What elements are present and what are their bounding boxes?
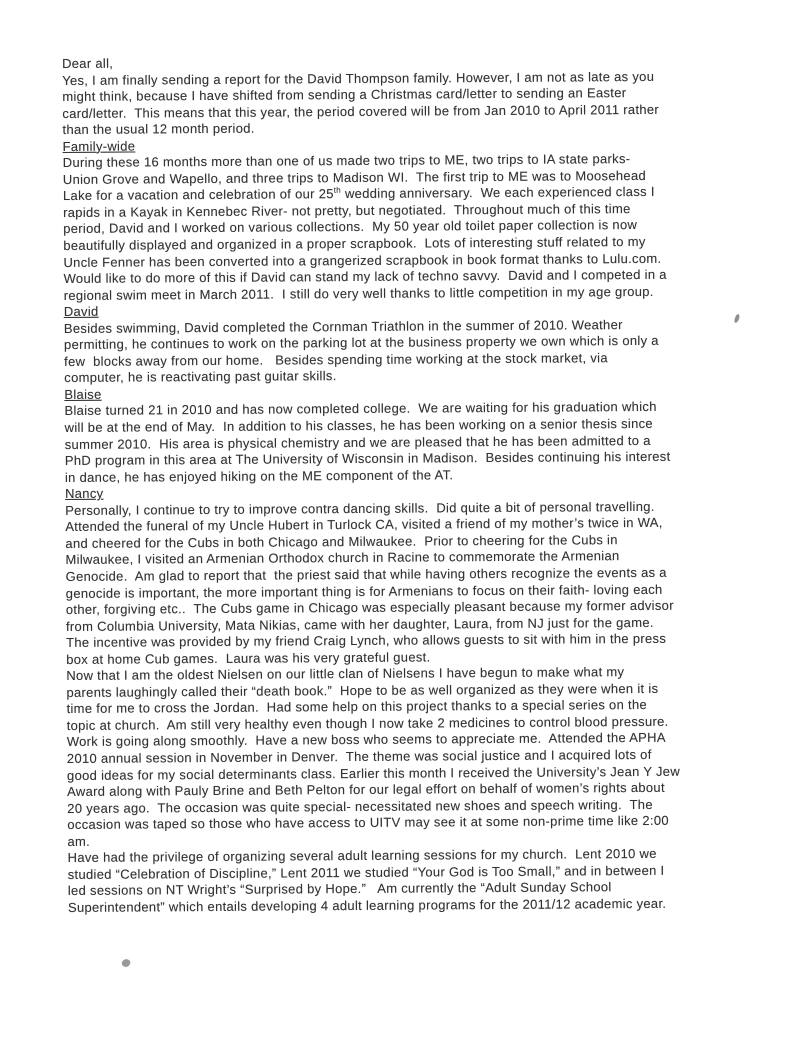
text-line: Attended the funeral of my Uncle Hubert in Turlock CA, visited a friend of my mother’s twice in WA, <box>65 515 663 535</box>
text-line: box at home Cub games. Laura was his very grateful guest. <box>66 649 431 667</box>
superscript-text: th <box>333 186 342 196</box>
text-line: occasion was taped so those who have access to UITV may see it at some non-prime time like 2:00 <box>67 812 669 833</box>
text-line: parents laughingly called their “death book.” Hope to be as well organized as they were when it is <box>66 680 659 700</box>
text-line: led sessions on NT Wright’s “Surprised by Hope.” Am currently the “Adult Sunday School <box>67 879 612 899</box>
text-line: Work is going along smoothly. Have a new boss who seems to appreciate me. Attended the APHA <box>66 730 666 750</box>
text-line: summer 2010. His area is physical chemistry and we are pleased that he has been admitted to a <box>64 432 651 452</box>
text-line: 2010 annual session in November in Denver. The theme was social justice and I acquired lots of <box>66 746 652 766</box>
text-line: rapids in a Kayak in Kennebec River- not pretty, but negotiated. Throughout much of this time <box>63 200 631 220</box>
text-line: Milwaukee, I visited an Armenian Orthodox church in Racine to commemorate the Armenian <box>65 548 620 568</box>
text-line: 20 years ago. The occasion was quite special- necessitated new shoes and speech writing. The <box>67 796 653 816</box>
section-heading: Blaise <box>64 386 102 402</box>
text-line: will be at the end of May. In addition to his classes, he has been working on a senior thesis since <box>64 415 653 436</box>
text-line: permitting, he continues to work on the parking lot at the business property we own which is only a <box>63 333 659 353</box>
text-line: Dear all, <box>62 55 114 71</box>
text-line: genocide is important, the more important thing is for Armenians to focus on their faith- loving each <box>65 581 663 601</box>
letter-body <box>62 51 768 916</box>
text-line: studied “Celebration of Discipline,” Lent 2011 we studied “Your God is Too Small,” and in between I <box>67 862 665 882</box>
text-line: than the usual 12 month period. <box>62 120 255 138</box>
text-line: time for me to cross the Jordan. Had some help on this project thanks to a special series on the <box>66 697 648 717</box>
text-line: might think, because I have shifted from sending a Christmas card/letter to sending an Easter <box>62 85 627 105</box>
text-line: in dance, he has enjoyed hiking on the ME component of the AT. <box>64 466 454 485</box>
text-line: regional swim meet in March 2011. I still do very well thanks to little competition in my age group. <box>63 283 654 303</box>
text-line: Union Grove and Wapello, and three trips to Madison WI. The first trip to ME was to Moosehead <box>62 167 647 187</box>
text-line: Have had the privilege of organizing several adult learning sessions for my church. Lent 2010 we <box>67 846 657 866</box>
scan-speck <box>121 958 132 969</box>
text-line: During these 16 months more than one of us made two trips to ME, two trips to IA state parks- <box>62 151 631 171</box>
text-line: from Columbia University, Mata Nikias, came with her daughter, Laura, from NJ just for the game. <box>65 614 654 634</box>
text-segment: Lake for a vacation and celebration of our 25 <box>62 186 334 204</box>
text-line: beautifully displayed and organized in a proper scrapbook. Lots of interesting stuff related to my <box>63 233 646 254</box>
text-line: computer, he is reactivating past guitar skills. <box>64 368 337 386</box>
text-segment: wedding anniversary. We each experienced class I <box>340 184 655 202</box>
text-line: The incentive was provided by my friend Craig Lynch, who allows guests to sit with him in the press <box>66 630 667 651</box>
text-line: period, David and I worked on various collections. My 50 year old toilet paper collection is now <box>63 217 638 237</box>
text-line: Besides swimming, David completed the Cornman Triathlon in the summer of 2010. Weather <box>63 316 623 336</box>
text-line: am. <box>67 833 91 849</box>
text-line: Blaise turned 21 in 2010 and has now completed college. We are waiting for his graduation which <box>64 399 657 419</box>
text-line: few blocks away from our home. Besides spending time working at the stock market, via <box>64 350 608 369</box>
text-line: Now that I am the oldest Nielsen on our little clan of Nielsens I have begun to make what my <box>66 664 625 684</box>
text-line: Superintendent” which entails developing 4 adult learning programs for the 2011/12 academic year. <box>67 895 667 915</box>
text-line: good ideas for my social determinants class. Earlier this month I received the University’s Jean Y Jew <box>66 763 681 783</box>
text-line: and cheered for the Cubs in both Chicago and Milwaukee. Prior to cheering for the Cubs in <box>65 531 618 551</box>
section-heading: David <box>63 303 99 320</box>
text-line: Award along with Pauly Brine and Beth Pelton for our legal effort on behalf of women’s rights about <box>67 779 665 800</box>
text-line: Would like to do more of this if David can stand my lack of techno savvy. David and I competed in a <box>63 266 667 287</box>
text-line: card/letter. This means that this year, the period covered will be from Jan 2010 to April 2011 rather <box>62 101 660 121</box>
text-line: topic at church. Am still very healthy even though I now take 2 medicines to control blood pressure. <box>66 713 669 733</box>
text-line: PhD program in this area at The University of Wisconsin in Madison. Besides continuing his interest <box>64 448 671 469</box>
section-heading: Family-wide <box>62 138 136 154</box>
text-line: Genocide. Am glad to report that the priest said that while having others recognize the events as a <box>65 564 667 584</box>
text-line: other, forgiving etc.. The Cubs game in Chicago was especially pleasant because my former advisor <box>65 597 674 618</box>
text-line: Uncle Fenner has been converted into a grangerized scrapbook in book format thanks to Lulu.com. <box>63 250 662 270</box>
text-line: Personally, I continue to try to improve contra dancing skills. Did quite a bit of personal travelling. <box>65 498 655 518</box>
text-line: Yes, I am finally sending a report for the David Thompson family. However, I am not as late as you <box>62 68 655 88</box>
section-heading: Nancy <box>65 485 104 502</box>
